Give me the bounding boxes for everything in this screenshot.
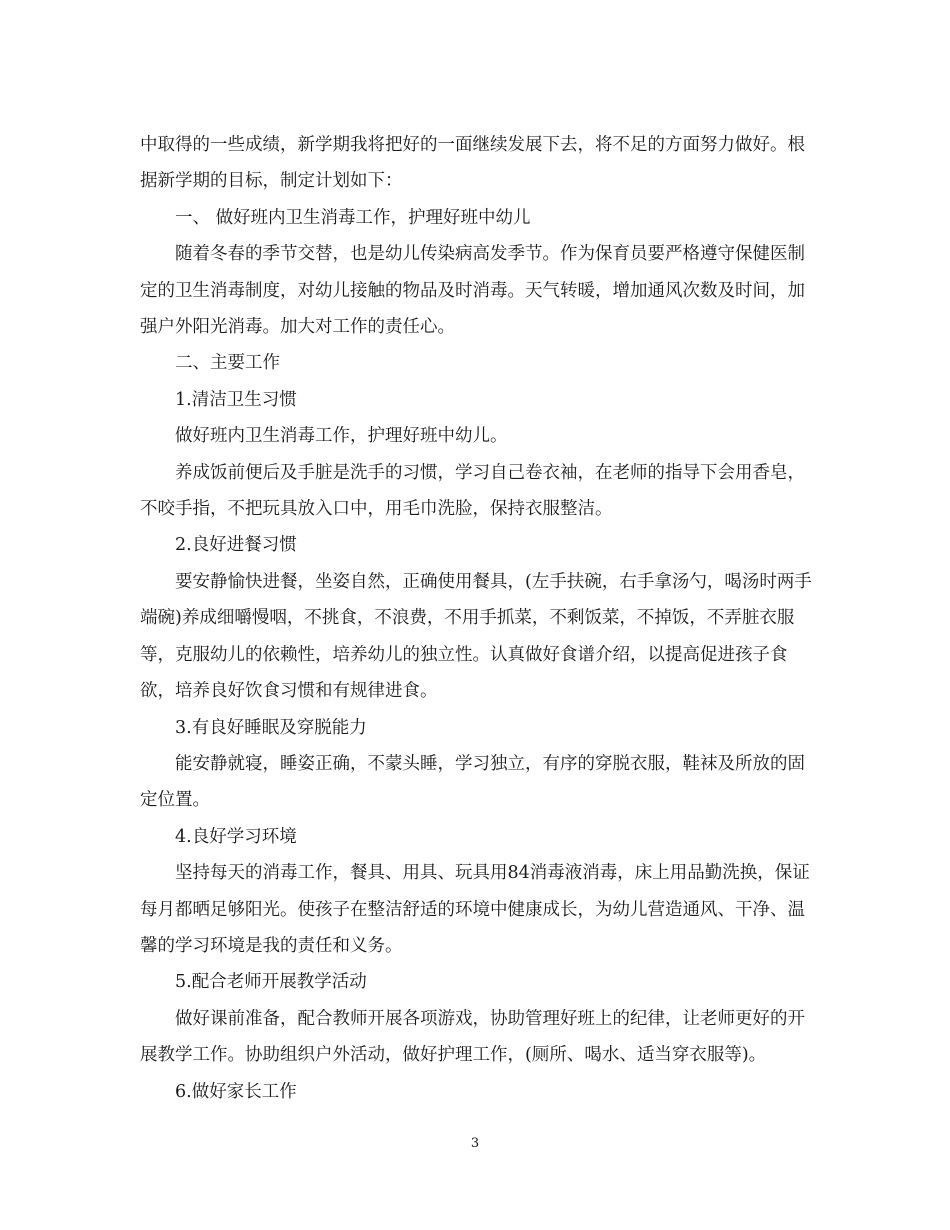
- section-heading-2: 二、主要工作: [175, 353, 280, 374]
- section-heading-1: 一、 做好班内卫生消毒工作，护理好班中幼儿: [175, 207, 531, 228]
- paragraph: 坚持每天的消毒工作，餐具、用具、玩具用84消毒液消毒，床上用品勤洗换，保证每月都晒足够阳光。使孩子在整洁舒适的环境中健康成长，为幼儿营造通风、干净、温馨的学习环境是我的责任和义务。: [140, 863, 810, 956]
- subheading: 1.清洁卫生习惯: [175, 389, 297, 410]
- paragraph: 做好班内卫生消毒工作，护理好班中幼儿。: [175, 426, 508, 447]
- subheading: 4.良好学习环境: [175, 826, 297, 847]
- paragraph: 做好课前准备，配合教师开展各项游戏，协助管理好班上的纪律，让老师更好的开展教学工作。协助组织户外活动，做好护理工作，(厕所、喝水、适当穿衣服等)。: [140, 1008, 805, 1066]
- paragraph: 要安静愉快进餐，坐姿自然，正确使用餐具，(左手扶碗，右手拿汤勺，喝汤时两手端碗)养成细嚼慢咽，不挑食，不浪费，不用手抓菜，不剩饭菜，不掉饭，不弄脏衣服等，克服幼儿的依赖性，培养幼儿的独立性。认真做好食谱介绍，以提高促进孩子食欲，培养良好饮食习惯和有规律进食。: [140, 571, 812, 702]
- subheading: 6.做好家长工作: [175, 1081, 297, 1102]
- paragraph-continuation: 中取得的一些成绩，新学期我将把好的一面继续发展下去，将不足的方面努力做好。根据新学期的目标，制定计划如下：: [140, 135, 805, 192]
- subheading: 2.良好进餐习惯: [175, 535, 297, 556]
- paragraph: 随着冬春的季节交替，也是幼儿传染病高发季节。作为保育员要严格遵守保健医制定的卫生消毒制度，对幼儿接触的物品及时消毒。天气转暖，增加通风次数及时间，加强户外阳光消毒。加大对工作的责任心。: [140, 244, 805, 338]
- paragraph: 养成饭前便后及手脏是洗手的习惯，学习自己卷衣袖，在老师的指导下会用香皂，不咬手指，不把玩具放入口中，用毛巾洗脸，保持衣服整洁。: [140, 462, 805, 520]
- page-number: 3: [470, 1136, 480, 1151]
- subheading: 5.配合老师开展教学活动: [175, 972, 367, 993]
- document-body: [140, 127, 812, 1110]
- subheading: 3.有良好睡眠及穿脱能力: [175, 717, 367, 738]
- paragraph: 能安静就寝，睡姿正确，不蒙头睡，学习独立，有序的穿脱衣服，鞋袜及所放的固定位置。: [140, 753, 805, 811]
